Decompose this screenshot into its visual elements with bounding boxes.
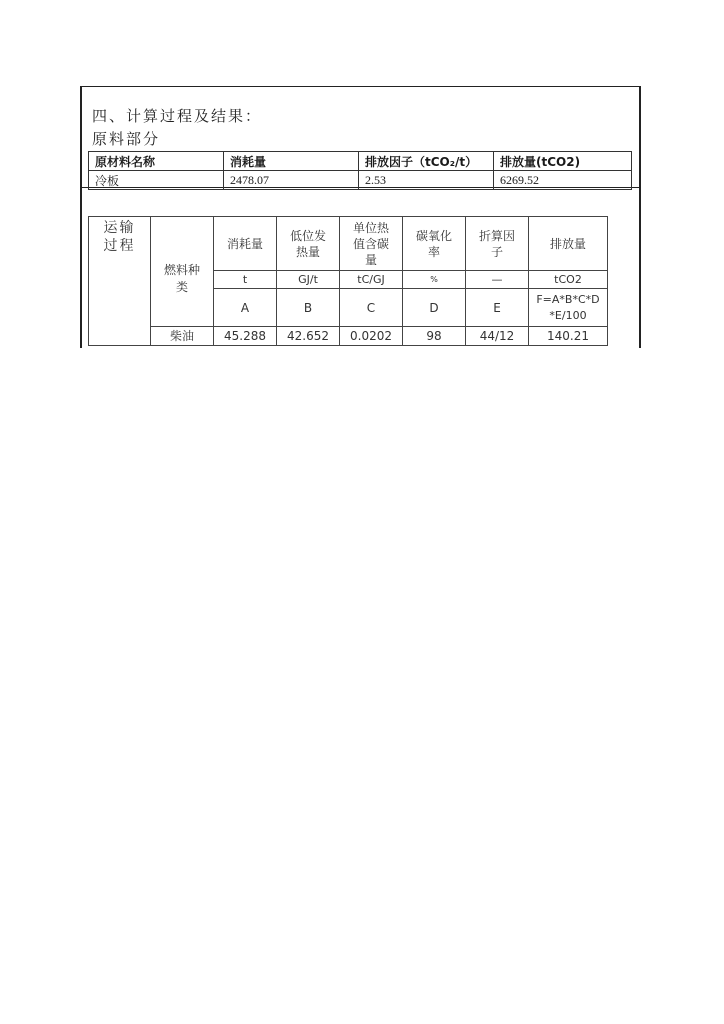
cell-carbon: 0.0202 <box>340 327 403 346</box>
cell-oxidation: 98 <box>403 327 466 346</box>
fuel-type-line2: 类 <box>175 279 188 294</box>
cell-fuel: 柴油 <box>151 327 214 346</box>
header-emission: 排放量 <box>529 217 608 271</box>
symbol-d: D <box>403 289 466 327</box>
cell-consumption: 2478.07 <box>224 171 359 190</box>
unit-emission: tCO2 <box>529 271 608 289</box>
cell-material: 冷板 <box>89 171 224 190</box>
symbol-a: A <box>214 289 277 327</box>
header-material-name: 原材料名称 <box>89 152 224 171</box>
process-label-line2: 过程 <box>103 238 136 254</box>
section-subtitle: 原料部分 <box>92 130 161 148</box>
cell-emission-factor: 2.53 <box>359 171 494 190</box>
process-label <box>89 217 151 346</box>
cell-conversion: 44/12 <box>466 327 529 346</box>
unit-oxidation: % <box>403 271 466 289</box>
symbol-b: B <box>277 289 340 327</box>
header-emission: 排放量(tCO2) <box>494 152 632 171</box>
header-net-calorific-value: 低位发 热量 <box>277 217 340 271</box>
raw-materials-table <box>88 151 632 190</box>
cell-emission: 6269.52 <box>494 171 632 190</box>
table-header-row <box>89 152 632 171</box>
header-conversion-factor: 折算因 子 <box>466 217 529 271</box>
header-emission-factor: 排放因子（tCO₂/t） <box>359 152 494 171</box>
process-label-line1: 运输 <box>103 220 136 236</box>
cell-ncv: 42.652 <box>277 327 340 346</box>
symbol-c: C <box>340 289 403 327</box>
table-row <box>89 171 632 190</box>
unit-conversion: — <box>466 271 529 289</box>
table-header-row <box>89 217 608 271</box>
fuel-type-header <box>151 217 214 327</box>
unit-ncv: GJ/t <box>277 271 340 289</box>
table-row <box>89 327 608 346</box>
formula: F=A*B*C*D *E/100 <box>529 289 608 327</box>
header-carbon-content: 单位热 值含碳 量 <box>340 217 403 271</box>
header-consumption: 消耗量 <box>214 217 277 271</box>
unit-carbon: tC/GJ <box>340 271 403 289</box>
header-oxidation-rate: 碳氧化 率 <box>403 217 466 271</box>
fuel-type-line1: 燃料种 <box>163 262 200 277</box>
cell-consumption: 45.288 <box>214 327 277 346</box>
cell-emission: 140.21 <box>529 327 608 346</box>
unit-consumption: t <box>214 271 277 289</box>
section-title: 四、计算过程及结果： <box>92 107 263 125</box>
symbol-e: E <box>466 289 529 327</box>
transport-table <box>88 216 608 346</box>
header-consumption: 消耗量 <box>224 152 359 171</box>
